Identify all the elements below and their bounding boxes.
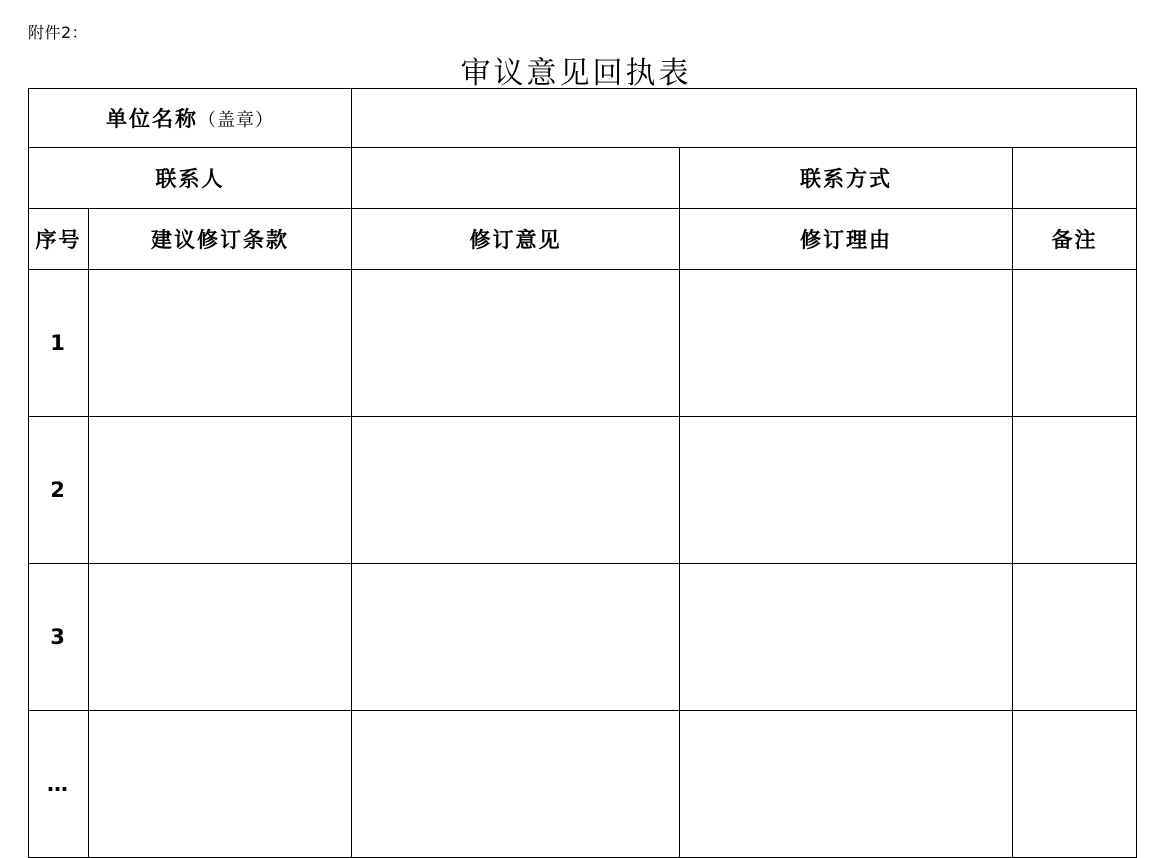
contact-row: [29, 148, 1137, 209]
column-header-reason: 修订理由: [680, 209, 1013, 270]
page-title: 审议意见回执表: [460, 57, 692, 90]
table-row: [29, 711, 1137, 858]
contact-person-label: 联系人: [29, 148, 352, 209]
row-clause[interactable]: [89, 417, 352, 564]
row-seq: …: [29, 711, 89, 858]
contact-person-value[interactable]: [352, 148, 680, 209]
row-reason[interactable]: [680, 417, 1013, 564]
column-header-opinion: 修订意见: [352, 209, 680, 270]
table-header-row: [29, 209, 1137, 270]
table-row: [29, 270, 1137, 417]
row-remark[interactable]: [1013, 564, 1137, 711]
receipt-form: [28, 88, 1136, 858]
attachment-label: 附件2：: [28, 23, 89, 42]
column-header-remark: 备注: [1013, 209, 1137, 270]
row-clause[interactable]: [89, 711, 352, 858]
row-reason[interactable]: [680, 564, 1013, 711]
unit-name-value[interactable]: [352, 89, 1137, 148]
row-opinion[interactable]: [352, 564, 680, 711]
row-seq: 3: [29, 564, 89, 711]
table-row: [29, 564, 1137, 711]
row-seq: 2: [29, 417, 89, 564]
unit-name-row: [29, 89, 1137, 148]
table-row: [29, 417, 1137, 564]
unit-name-seal-note: （盖章）: [198, 110, 274, 130]
column-header-clause: 建议修订条款: [89, 209, 352, 270]
row-clause[interactable]: [89, 564, 352, 711]
row-remark[interactable]: [1013, 270, 1137, 417]
row-remark[interactable]: [1013, 711, 1137, 858]
row-seq: 1: [29, 270, 89, 417]
unit-name-label: [29, 89, 352, 148]
contact-method-value[interactable]: [1013, 148, 1137, 209]
row-reason[interactable]: [680, 711, 1013, 858]
row-remark[interactable]: [1013, 417, 1137, 564]
row-clause[interactable]: [89, 270, 352, 417]
row-reason[interactable]: [680, 270, 1013, 417]
row-opinion[interactable]: [352, 270, 680, 417]
contact-method-label: 联系方式: [680, 148, 1013, 209]
row-opinion[interactable]: [352, 711, 680, 858]
row-opinion[interactable]: [352, 417, 680, 564]
column-header-seq: 序号: [29, 209, 89, 270]
receipt-table: [28, 88, 1137, 858]
unit-name-label-text: 单位名称: [106, 107, 198, 131]
